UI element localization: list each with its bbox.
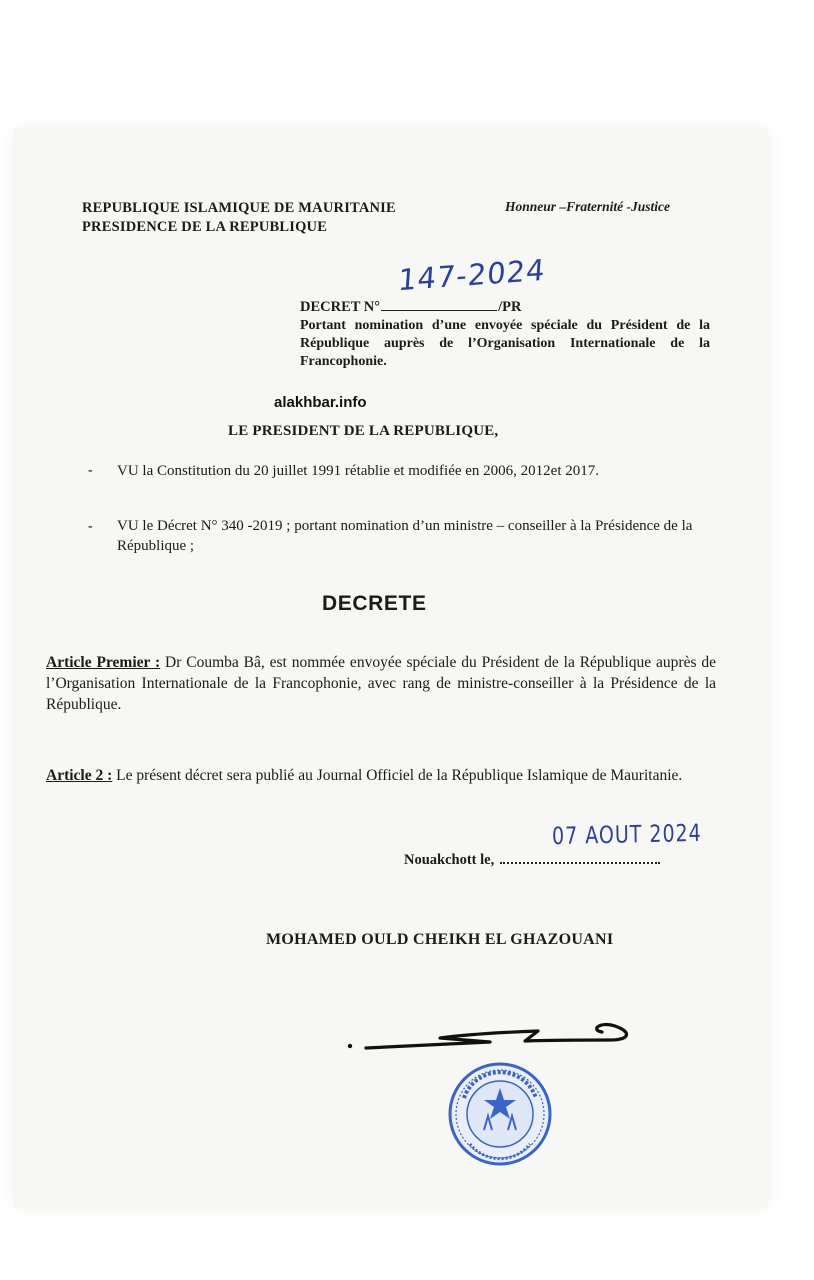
- decree-subject: Portant nomination d’une envoyée spéciale du Président de la République auprès de l’Organisation Internationale de la Francophonie.: [300, 318, 710, 369]
- article-text: Dr Coumba Bâ, est nommée envoyée spéciale du Président de la République auprès de l’Organisation Internationale de la Francophonie, avec rang de ministre-conseiller à la Présidence de la République.: [46, 654, 716, 713]
- signatory-name: MOHAMED OULD CHEIKH EL GHAZOUANI: [266, 931, 614, 948]
- country-name: REPUBLIQUE ISLAMIQUE DE MAURITANIE: [82, 200, 396, 216]
- presidential-seal-icon: [444, 1058, 556, 1170]
- handwritten-signature: [340, 1010, 640, 1060]
- handwritten-decree-number: 147-2024: [396, 252, 547, 298]
- date-dots: [500, 850, 660, 864]
- article-2: [46, 765, 716, 786]
- place-label: Nouakchott le,: [404, 852, 495, 868]
- decree-title: DECRETE: [322, 592, 427, 615]
- article-text: Le présent décret sera publié au Journal Officiel de la République Islamique de Mauritanie.: [112, 767, 683, 784]
- national-motto: Honneur –Fraternité -Justice: [505, 199, 671, 214]
- article-premier: [46, 652, 716, 715]
- letterhead: [82, 199, 396, 237]
- consideration-decree: VU le Décret N° 340 -2019 ; portant nomination d’un ministre – conseiller à la Présidence de la République ;: [117, 518, 693, 554]
- article-label: Article 2 :: [46, 767, 113, 784]
- source-watermark: alakhbar.info: [274, 394, 367, 411]
- number-blank: [381, 298, 497, 311]
- president-heading: LE PRESIDENT DE LA REPUBLIQUE,: [228, 423, 499, 439]
- decree-suffix: /PR: [498, 299, 522, 315]
- consideration-bullet: -: [88, 519, 93, 534]
- office-name: PRESIDENCE DE LA REPUBLIQUE: [82, 219, 328, 235]
- decree-label: DECRET N°: [300, 299, 381, 315]
- date-stamp: 07 AOUT 2024: [551, 819, 702, 851]
- consideration-bullet: -: [88, 463, 93, 478]
- consideration-constitution: VU la Constitution du 20 juillet 1991 rétablie et modifiée en 2006, 2012et 2017.: [117, 463, 600, 479]
- decree-number-line: [300, 298, 521, 316]
- place-date-line: [404, 850, 660, 869]
- article-label: Article Premier :: [46, 654, 161, 671]
